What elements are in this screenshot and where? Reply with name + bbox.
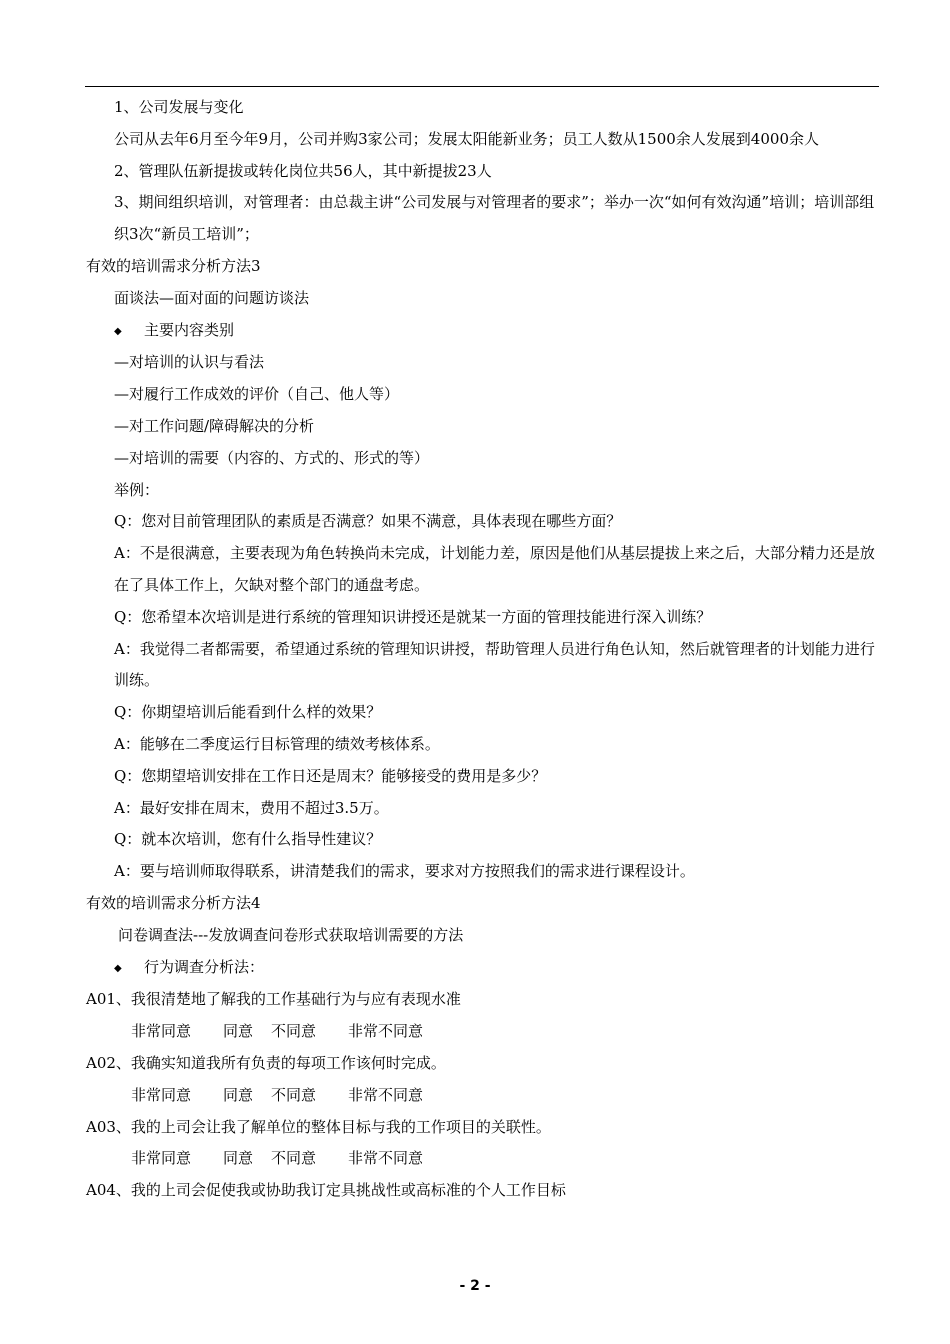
questionnaire-method-title: 问卷调查法---发放调查问卷形式获取培训需要的方法	[118, 925, 464, 944]
option-strongly-agree: 非常同意	[131, 1085, 192, 1104]
survey-item-a03: A03、我的上司会让我了解单位的整体目标与我的工作项目的关联性。	[86, 1117, 551, 1136]
list-item: —对培训的需要（内容的、方式的、形式的等）	[114, 448, 430, 467]
answer-5: A：要与培训师取得联系，讲清楚我们的需求，要求对方按照我们的需求进行课程设计。	[114, 862, 695, 881]
option-agree: 同意	[223, 1022, 254, 1041]
diamond-bullet-icon: ◆	[114, 962, 122, 974]
paragraph-company-growth: 公司从去年6月至今年9月，公司并购3家公司；发展太阳能新业务；员工人数从1500余人发展到4000余人	[114, 129, 819, 148]
option-agree: 同意	[223, 1149, 254, 1168]
page-number: - 2 -	[459, 1278, 491, 1294]
document-body	[86, 92, 878, 1207]
option-strongly-disagree: 非常不同意	[348, 1085, 424, 1104]
bullet-item-main-content	[86, 315, 878, 348]
option-strongly-disagree: 非常不同意	[348, 1149, 424, 1168]
diamond-bullet-icon: ◆	[114, 325, 122, 337]
answer-3: A：能够在二季度运行目标管理的绩效考核体系。	[114, 734, 440, 753]
section-management-team: 2、管理队伍新提拔或转化岗位共56人，其中新提拔23人	[114, 161, 492, 180]
heading-method-3: 有效的培训需求分析方法3	[86, 256, 261, 275]
option-disagree: 不同意	[271, 1022, 317, 1041]
interview-method-title: 面谈法—面对面的问题访谈法	[114, 288, 310, 307]
survey-options-a03	[86, 1143, 878, 1175]
survey-options-a01	[86, 1016, 878, 1048]
question-2: Q：您希望本次培训是进行系统的管理知识讲授还是就某一方面的管理技能进行深入训练？	[114, 607, 712, 626]
option-disagree: 不同意	[271, 1085, 317, 1104]
answer-4: A：最好安排在周末，费用不超过3.5万。	[114, 798, 389, 817]
list-item: —对培训的认识与看法	[114, 353, 265, 372]
answer-1: A：不是很满意，主要表现为角色转换尚未完成，计划能力差，原因是他们从基层提拔上来之后，大部分精力还是放在了具体工作上，欠缺对整个部门的通盘考虑。	[114, 544, 875, 594]
survey-item-a01: A01、我很清楚地了解我的工作基础行为与应有表现水准	[86, 990, 461, 1009]
question-1: Q：您对目前管理团队的素质是否满意？如果不满意，具体表现在哪些方面？	[114, 512, 622, 531]
example-label: 举例：	[114, 480, 160, 499]
bullet-item-behavior-survey	[86, 952, 878, 985]
survey-item-a04: A04、我的上司会促使我或协助我订定具挑战性或高标准的个人工作目标	[86, 1181, 566, 1200]
bullet-text: 主要内容类别	[144, 320, 235, 339]
heading-method-4: 有效的培训需求分析方法4	[86, 893, 261, 912]
bullet-text: 行为调查分析法：	[144, 957, 265, 976]
section-company-development: 1、公司发展与变化	[114, 98, 244, 116]
question-5: Q：就本次培训，您有什么指导性建议？	[114, 830, 382, 849]
survey-options-a02	[86, 1080, 878, 1112]
survey-item-a02: A02、我确实知道我所有负责的每项工作该何时完成。	[86, 1053, 446, 1072]
header-rule	[85, 86, 879, 87]
option-strongly-disagree: 非常不同意	[348, 1022, 424, 1041]
answer-2: A：我觉得二者都需要，希望通过系统的管理知识讲授，帮助管理人员进行角色认知，然后就管理者的计划能力进行训练。	[114, 639, 875, 690]
list-item: —对履行工作成效的评价（自己、他人等）	[114, 385, 400, 404]
option-strongly-agree: 非常同意	[131, 1149, 192, 1168]
list-item: —对工作问题/障碍解决的分析	[114, 416, 315, 435]
option-strongly-agree: 非常同意	[131, 1022, 192, 1041]
question-4: Q：您期望培训安排在工作日还是周末？能够接受的费用是多少？	[114, 766, 547, 785]
question-3: Q：你期望培训后能看到什么样的效果？	[114, 703, 382, 722]
section-training-organized: 3、期间组织培训，对管理者：由总裁主讲“公司发展与对管理者的要求”；举办一次“如何有效沟通”培训；培训部组织3次“新员工培训”；	[114, 193, 875, 244]
option-disagree: 不同意	[271, 1149, 317, 1168]
option-agree: 同意	[223, 1085, 254, 1104]
